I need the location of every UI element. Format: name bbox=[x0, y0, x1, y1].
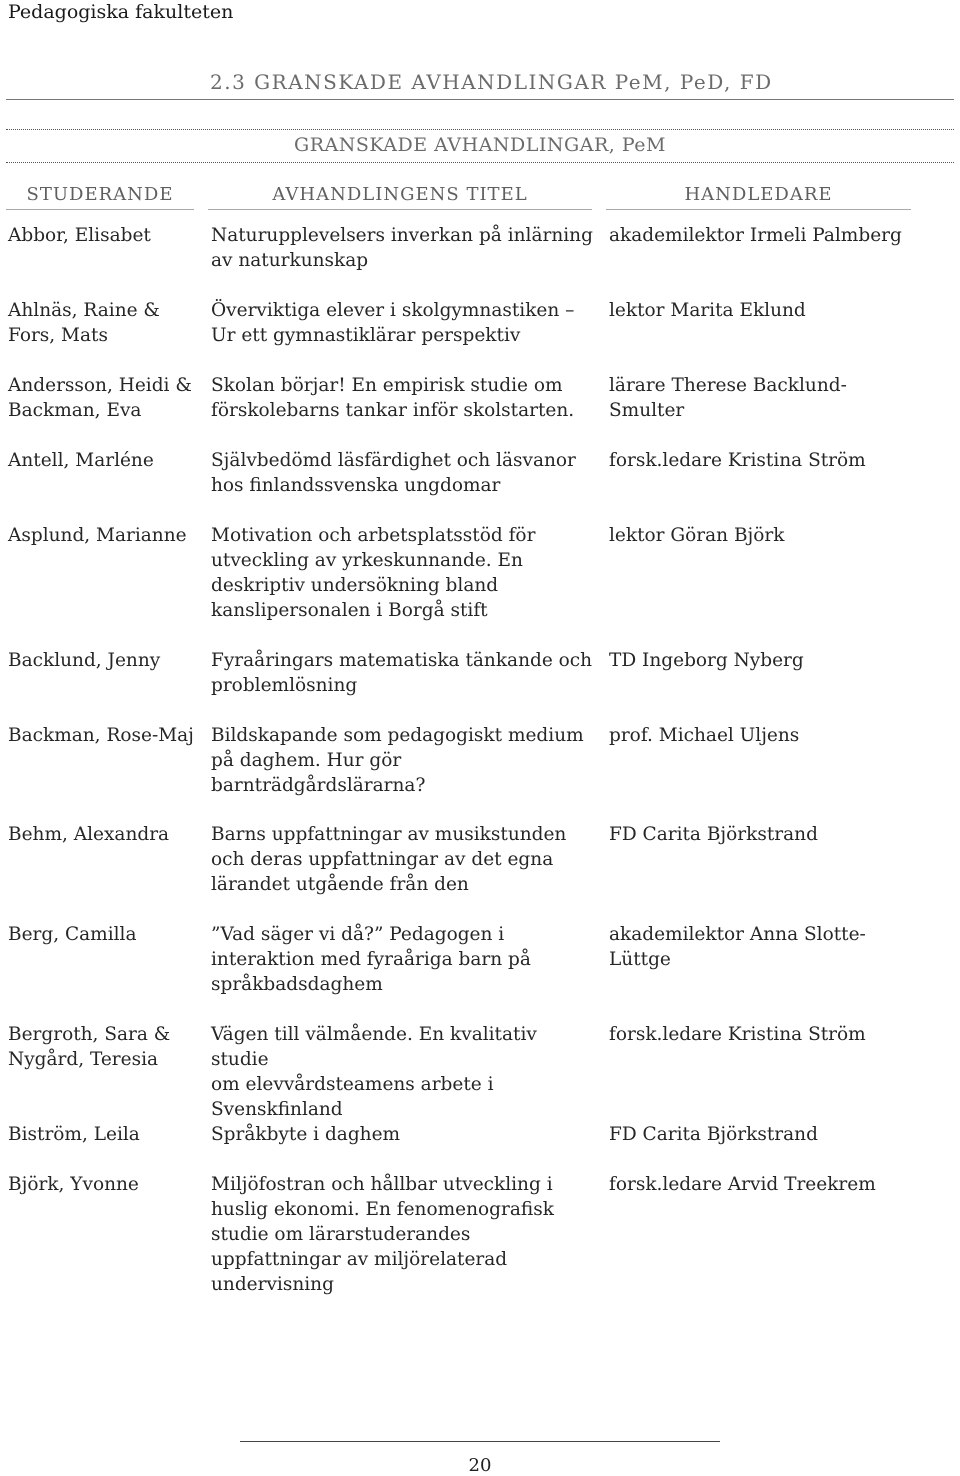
supervisor-name: akademilektor Anna Slotte- Lüttge bbox=[609, 924, 866, 970]
student-name: Ahlnäs, Raine & Fors, Mats bbox=[8, 300, 160, 346]
student-name: Björk, Yvonne bbox=[8, 1174, 139, 1195]
divider-subtitle bbox=[6, 162, 954, 163]
section-title: 2.3 GRANSKADE AVHANDLINGAR PeM, PeD, FD bbox=[210, 70, 773, 94]
student-name: Andersson, Heidi & Backman, Eva bbox=[8, 375, 192, 421]
column-underline-supervisor bbox=[606, 209, 911, 210]
column-header-title: AVHANDLINGENS TITEL bbox=[272, 184, 528, 205]
title-underline bbox=[6, 99, 954, 100]
faculty-header: Pedagogiska fakulteten bbox=[8, 1, 234, 23]
thesis-title: Självbedömd läsfärdighet och läsvanor hos finlandssvenska ungdomar bbox=[211, 450, 576, 496]
thesis-title: Motivation och arbetsplatsstöd för utveckling av yrkeskunnande. En deskriptiv undersökning bland kanslipersonalen i Borgå stift bbox=[211, 525, 536, 621]
subtitle: GRANSKADE AVHANDLINGAR, PeM bbox=[294, 134, 666, 156]
supervisor-name: FD Carita Björkstrand bbox=[609, 824, 818, 845]
student-name: Backlund, Jenny bbox=[8, 650, 161, 671]
thesis-title: Vägen till välmående. En kvalitativ studie om elevvårdsteamens arbete i Svenskfinland bbox=[211, 1024, 537, 1120]
supervisor-name: akademilektor Irmeli Palmberg bbox=[609, 225, 902, 246]
supervisor-name: forsk.ledare Kristina Ström bbox=[609, 450, 866, 471]
thesis-title: Språkbyte i daghem bbox=[211, 1124, 401, 1145]
supervisor-name: lärare Therese Backlund- Smulter bbox=[609, 375, 847, 421]
thesis-title: Naturupplevelsers inverkan på inlärning av naturkunskap bbox=[211, 225, 593, 271]
column-underline-student bbox=[6, 209, 194, 210]
student-name: Antell, Marléne bbox=[8, 450, 154, 471]
page-number: 20 bbox=[468, 1455, 492, 1476]
thesis-title: Överviktiga elever i skolgymnastiken – Ur ett gymnastiklärar perspektiv bbox=[211, 300, 575, 346]
student-name: Bergroth, Sara & Nygård, Teresia bbox=[8, 1024, 171, 1070]
supervisor-name: TD Ingeborg Nyberg bbox=[609, 650, 804, 671]
supervisor-name: lektor Marita Eklund bbox=[609, 300, 806, 321]
student-name: Abbor, Elisabet bbox=[8, 225, 151, 246]
supervisor-name: forsk.ledare Kristina Ström bbox=[609, 1024, 866, 1045]
student-name: Berg, Camilla bbox=[8, 924, 137, 945]
student-name: Asplund, Marianne bbox=[8, 525, 187, 546]
thesis-title: Fyraåringars matematiska tänkande och problemlösning bbox=[211, 650, 593, 696]
thesis-title: Barns uppfattningar av musikstunden och deras uppfattningar av det egna lärandet utgående från den bbox=[211, 824, 567, 895]
divider-top bbox=[6, 129, 954, 130]
column-header-student: STUDERANDE bbox=[26, 184, 174, 205]
thesis-title: Skolan börjar! En empirisk studie om förskolebarns tankar inför skolstarten. bbox=[211, 375, 575, 421]
thesis-title: Miljöfostran och hållbar utveckling i huslig ekonomi. En fenomenografisk studie om lärarstuderandes uppfattningar av miljörelaterad undervisning bbox=[211, 1174, 554, 1295]
column-header-supervisor: HANDLEDARE bbox=[684, 184, 833, 205]
thesis-title: ”Vad säger vi då?” Pedagogen i interaktion med fyraåriga barn på språkbadsdaghem bbox=[211, 924, 531, 995]
supervisor-name: lektor Göran Björk bbox=[609, 525, 785, 546]
thesis-title: Bildskapande som pedagogiskt medium på daghem. Hur gör barnträdgårdslärarna? bbox=[211, 725, 584, 796]
column-underline-title bbox=[208, 209, 592, 210]
student-name: Backman, Rose-Maj bbox=[8, 725, 194, 746]
supervisor-name: prof. Michael Uljens bbox=[609, 725, 800, 746]
supervisor-name: forsk.ledare Arvid Treekrem bbox=[609, 1174, 876, 1195]
student-name: Biström, Leila bbox=[8, 1124, 140, 1145]
footer-rule bbox=[240, 1441, 720, 1442]
supervisor-name: FD Carita Björkstrand bbox=[609, 1124, 818, 1145]
student-name: Behm, Alexandra bbox=[8, 824, 170, 845]
